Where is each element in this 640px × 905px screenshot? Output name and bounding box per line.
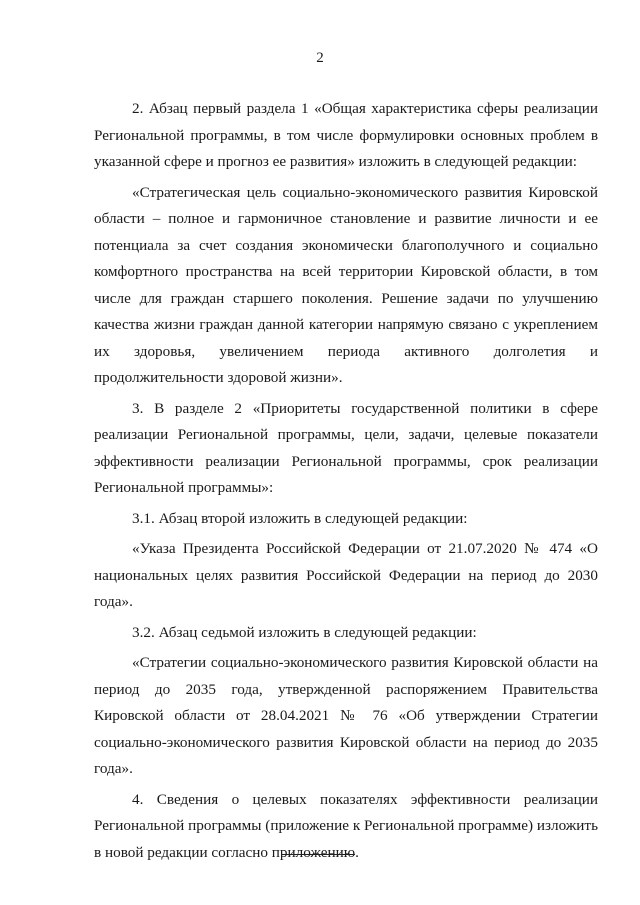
paragraph-strategy-quote: «Стратегии социально-экономического развития Кировской области на период до 2035 года, утвержденной распоряжением Правительства Кировской области от 28.04.2021 № 76 «Об утверждении Стратегии социально-экономического развития Кировской области на период до 2035 года». (94, 654, 598, 777)
paragraph-item-4: 4. Сведения о целевых показателях эффективности реализации Региональной программы (приложение к Региональной программе) изложить в новой редакции согласно приложению. (94, 790, 598, 861)
page-number: 2 (316, 50, 324, 66)
paragraph-strategic-goal: «Стратегическая цель социально-экономического развития Кировской области – полное и гармоничное становление и развитие личности и ее потенциала за счет создания экономически благополучного и социально комфортного пространства на всей территории Кировской области, в том числе для граждан старшего поколения. Решение задачи по улучшению качества жизни граждан данной категории напрямую связано с укреплением их здоровья, увеличением периода активного долголетия и продолжительности здоровой жизни». (94, 183, 598, 386)
paragraph-item-3-2: 3.2. Абзац седьмой изложить в следующей редакции: (132, 623, 477, 641)
paragraph-decree-quote: «Указа Президента Российской Федерации от 21.07.2020 № 474 «О национальных целях развития Российской Федерации на период до 2030 года». (94, 540, 598, 610)
document-body (94, 96, 598, 870)
paragraph-item-3: 3. В разделе 2 «Приоритеты государственной политики в сфере реализации Региональной программы, цели, задачи, целевые показатели эффективности реализации Региональной программы, срок реализации Региональной программы»: (94, 399, 598, 496)
paragraph-item-2: 2. Абзац первый раздела 1 «Общая характеристика сферы реализации Региональной программы, в том числе формулировки основных проблем в указанной сфере и прогноз ее развития» изложить в следующей редакции: (94, 100, 598, 170)
paragraph-item-3-1: 3.1. Абзац второй изложить в следующей редакции: (132, 509, 468, 527)
closing-divider (281, 854, 355, 855)
